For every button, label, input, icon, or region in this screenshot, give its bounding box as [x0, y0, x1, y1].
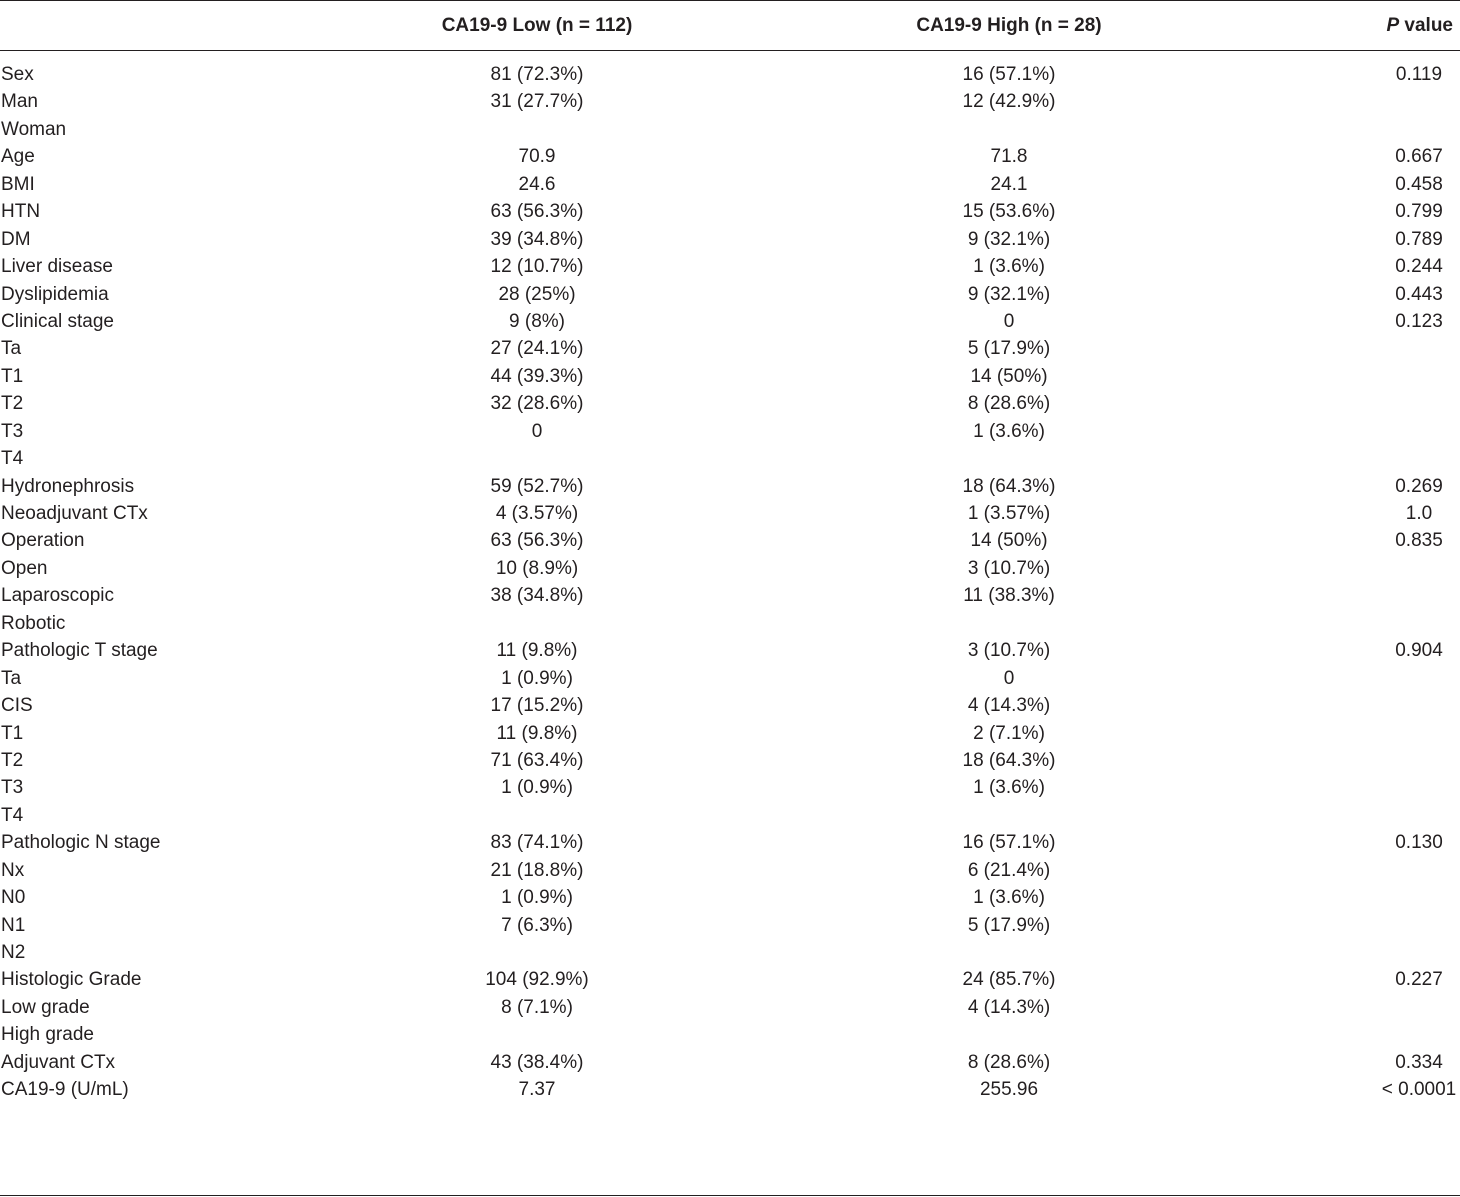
table-row [0, 473, 1460, 500]
header-p-value [1386, 12, 1453, 39]
row-label: Hydronephrosis [1, 475, 135, 497]
cell-ca19-9-high: 8 (28.6%) [967, 1051, 1051, 1073]
row-label: Dyslipidemia [1, 283, 109, 305]
cell-ca19-9-high: 0 [1003, 667, 1015, 689]
row-label: T3 [1, 777, 24, 799]
table-row [0, 637, 1460, 664]
row-label: Low grade [1, 996, 90, 1018]
row-label: T3 [1, 420, 24, 442]
row-label: Man [1, 91, 38, 113]
cell-p-value: 0.269 [1395, 475, 1443, 497]
cell-ca19-9-low: 59 (52.7%) [490, 475, 584, 497]
table-row [0, 720, 1460, 747]
cell-p-value: 0.799 [1395, 201, 1443, 223]
cell-ca19-9-high: 15 (53.6%) [962, 201, 1056, 223]
cell-ca19-9-high: 5 (17.9%) [967, 914, 1051, 936]
table-row [0, 829, 1460, 856]
cell-ca19-9-low: 11 (9.8%) [496, 640, 578, 662]
table-row [0, 418, 1460, 445]
row-label: Pathologic N stage [1, 832, 161, 854]
cell-ca19-9-low: 8 (7.1%) [501, 996, 573, 1018]
cell-ca19-9-low: 7 (6.3%) [501, 914, 573, 936]
table-row [0, 1021, 1460, 1048]
table-row [0, 88, 1460, 115]
row-label: Neoadjuvant CTx [1, 503, 148, 524]
row-label: T4 [1, 804, 24, 826]
cell-ca19-9-high: 18 (64.3%) [962, 475, 1056, 497]
row-label: CA19-9 (U/mL) [1, 1079, 129, 1101]
cell-ca19-9-high: 4 (14.3%) [967, 695, 1051, 717]
cell-ca19-9-low: 1 (0.9%) [501, 777, 573, 799]
row-label: N0 [1, 887, 26, 909]
table-row [0, 802, 1460, 829]
cell-ca19-9-low: 11 (9.8%) [496, 722, 578, 744]
cell-ca19-9-low: 70.9 [518, 146, 556, 168]
row-label: N2 [1, 942, 26, 963]
cell-ca19-9-high: 12 (42.9%) [962, 91, 1056, 113]
cell-ca19-9-low: 10 (8.9%) [495, 557, 579, 579]
row-label: Histologic Grade [1, 969, 142, 991]
table-body [0, 61, 1460, 1104]
row-label: BMI [1, 173, 35, 195]
cell-ca19-9-high: 6 (21.4%) [967, 859, 1051, 881]
cell-p-value: 0.334 [1395, 1051, 1443, 1073]
cell-ca19-9-low: 24.6 [518, 173, 556, 195]
table-row [0, 226, 1460, 253]
table-row [0, 610, 1460, 637]
cell-p-value: 0.835 [1395, 530, 1443, 552]
cell-ca19-9-low: 44 (39.3%) [490, 365, 584, 387]
cell-ca19-9-low: 32 (28.6%) [490, 393, 584, 415]
table-row [0, 335, 1460, 362]
cell-p-value: 0.789 [1395, 228, 1443, 250]
header-p-rest: value [1399, 15, 1453, 36]
cell-ca19-9-low: 63 (56.3%) [490, 201, 584, 223]
cell-ca19-9-low: 31 (27.7%) [490, 91, 584, 113]
header-rule [0, 50, 1460, 51]
cell-ca19-9-low: 81 (72.3%) [490, 64, 584, 85]
cell-ca19-9-high: 1 (3.6%) [973, 887, 1045, 909]
cell-ca19-9-high: 3 (10.7%) [967, 557, 1051, 579]
table-row [0, 1049, 1460, 1076]
header-ca19-9-high: CA19-9 High (n = 28) [916, 15, 1102, 36]
cell-ca19-9-low: 9 (8%) [509, 310, 565, 332]
row-label: Robotic [1, 612, 66, 634]
row-label: Sex [1, 64, 34, 85]
cell-ca19-9-high: 16 (57.1%) [962, 832, 1056, 854]
cell-ca19-9-high: 0 [1003, 310, 1015, 332]
cell-p-value: 1.0 [1405, 503, 1433, 524]
row-label: Laparoscopic [1, 585, 115, 607]
cell-ca19-9-high: 9 (32.1%) [967, 283, 1051, 305]
cell-ca19-9-low: 83 (74.1%) [490, 832, 584, 854]
cell-ca19-9-high: 14 (50%) [970, 530, 1048, 552]
row-label: T1 [1, 722, 24, 744]
table-row [0, 994, 1460, 1021]
table-row [0, 774, 1460, 801]
table-row [0, 692, 1460, 719]
row-label: Ta [1, 338, 22, 360]
cell-p-value: 0.119 [1395, 64, 1443, 85]
cell-ca19-9-high: 8 (28.6%) [967, 393, 1051, 415]
cell-ca19-9-high: 5 (17.9%) [967, 338, 1051, 360]
cell-ca19-9-high: 9 (32.1%) [967, 228, 1051, 250]
cell-p-value: 0.904 [1395, 640, 1443, 662]
table-row [0, 390, 1460, 417]
table-row [0, 143, 1460, 170]
row-label: HTN [1, 201, 41, 223]
row-label: T2 [1, 393, 24, 415]
table-row [0, 308, 1460, 335]
row-label: Woman [1, 118, 67, 140]
cell-ca19-9-high: 14 (50%) [970, 365, 1048, 387]
row-label: T2 [1, 749, 24, 771]
table-row [0, 171, 1460, 198]
table-row [0, 966, 1460, 993]
cell-p-value: < 0.0001 [1381, 1079, 1457, 1101]
table-row [0, 857, 1460, 884]
cell-ca19-9-high: 18 (64.3%) [962, 749, 1056, 771]
cell-p-value: 0.667 [1395, 146, 1443, 168]
cell-ca19-9-high: 2 (7.1%) [973, 722, 1045, 744]
table-row [0, 665, 1460, 692]
table-row [0, 527, 1460, 554]
table-row [0, 912, 1460, 939]
cell-ca19-9-low: 39 (34.8%) [490, 228, 584, 250]
table-row [0, 253, 1460, 280]
row-label: Operation [1, 530, 85, 552]
cell-ca19-9-low: 17 (15.2%) [490, 695, 584, 717]
table-row [0, 61, 1460, 88]
row-label: High grade [1, 1024, 94, 1046]
cell-ca19-9-low: 28 (25%) [498, 283, 576, 305]
cell-ca19-9-low: 38 (34.8%) [490, 585, 584, 607]
cell-ca19-9-low: 63 (56.3%) [490, 530, 584, 552]
cell-ca19-9-high: 1 (3.57%) [967, 503, 1051, 524]
cell-ca19-9-low: 43 (38.4%) [490, 1051, 584, 1073]
cell-ca19-9-low: 12 (10.7%) [490, 256, 584, 278]
cell-p-value: 0.244 [1395, 256, 1443, 278]
cell-p-value: 0.130 [1395, 832, 1443, 854]
header-p-italic: P [1386, 15, 1400, 36]
table-row [0, 500, 1460, 527]
cell-ca19-9-high: 255.96 [979, 1079, 1039, 1101]
table-row [0, 281, 1460, 308]
cell-ca19-9-low: 71 (63.4%) [490, 749, 584, 771]
cell-ca19-9-high: 24 (85.7%) [962, 969, 1056, 991]
cell-ca19-9-low: 4 (3.57%) [495, 503, 579, 524]
table-top-rule [0, 0, 1460, 1]
row-label: Pathologic T stage [1, 640, 158, 662]
cell-p-value: 0.443 [1395, 283, 1443, 305]
cell-ca19-9-high: 11 (38.3%) [963, 585, 1055, 607]
row-label: Open [1, 557, 48, 579]
table-row [0, 1076, 1460, 1103]
table-row [0, 582, 1460, 609]
row-label: T1 [1, 365, 24, 387]
table-row [0, 939, 1460, 966]
table-row [0, 116, 1460, 143]
cell-p-value: 0.458 [1395, 173, 1443, 195]
table-row [0, 747, 1460, 774]
table-row [0, 555, 1460, 582]
table-bottom-rule [0, 1195, 1460, 1196]
cell-ca19-9-low: 104 (92.9%) [485, 969, 589, 991]
cell-ca19-9-high: 1 (3.6%) [973, 256, 1045, 278]
table-row [0, 445, 1460, 472]
table-row [0, 363, 1460, 390]
table-row [0, 198, 1460, 225]
row-label: Nx [1, 859, 25, 881]
row-label: Age [1, 146, 35, 168]
cell-ca19-9-high: 1 (3.6%) [973, 420, 1045, 442]
table-row [0, 884, 1460, 911]
cell-ca19-9-high: 4 (14.3%) [967, 996, 1051, 1018]
cell-ca19-9-low: 1 (0.9%) [501, 667, 573, 689]
row-label: Clinical stage [1, 310, 114, 332]
header-ca19-9-low: CA19-9 Low (n = 112) [441, 15, 633, 36]
row-label: DM [1, 228, 31, 250]
cell-ca19-9-high: 16 (57.1%) [962, 64, 1056, 85]
row-label: Liver disease [1, 256, 113, 278]
cell-ca19-9-low: 21 (18.8%) [490, 859, 584, 881]
cell-ca19-9-low: 0 [531, 420, 543, 442]
cell-p-value: 0.227 [1395, 969, 1443, 991]
row-label: T4 [1, 448, 24, 470]
row-label: N1 [1, 914, 26, 936]
cell-ca19-9-low: 27 (24.1%) [490, 338, 584, 360]
row-label: CIS [1, 695, 33, 717]
row-label: Ta [1, 667, 22, 689]
cell-ca19-9-high: 24.1 [990, 173, 1028, 195]
row-label: Adjuvant CTx [1, 1051, 116, 1073]
cell-p-value: 0.123 [1395, 310, 1443, 332]
cell-ca19-9-high: 71.8 [990, 146, 1028, 168]
cell-ca19-9-low: 1 (0.9%) [501, 887, 573, 909]
cell-ca19-9-low: 7.37 [518, 1079, 556, 1101]
cell-ca19-9-high: 3 (10.7%) [967, 640, 1051, 662]
cell-ca19-9-high: 1 (3.6%) [973, 777, 1045, 799]
